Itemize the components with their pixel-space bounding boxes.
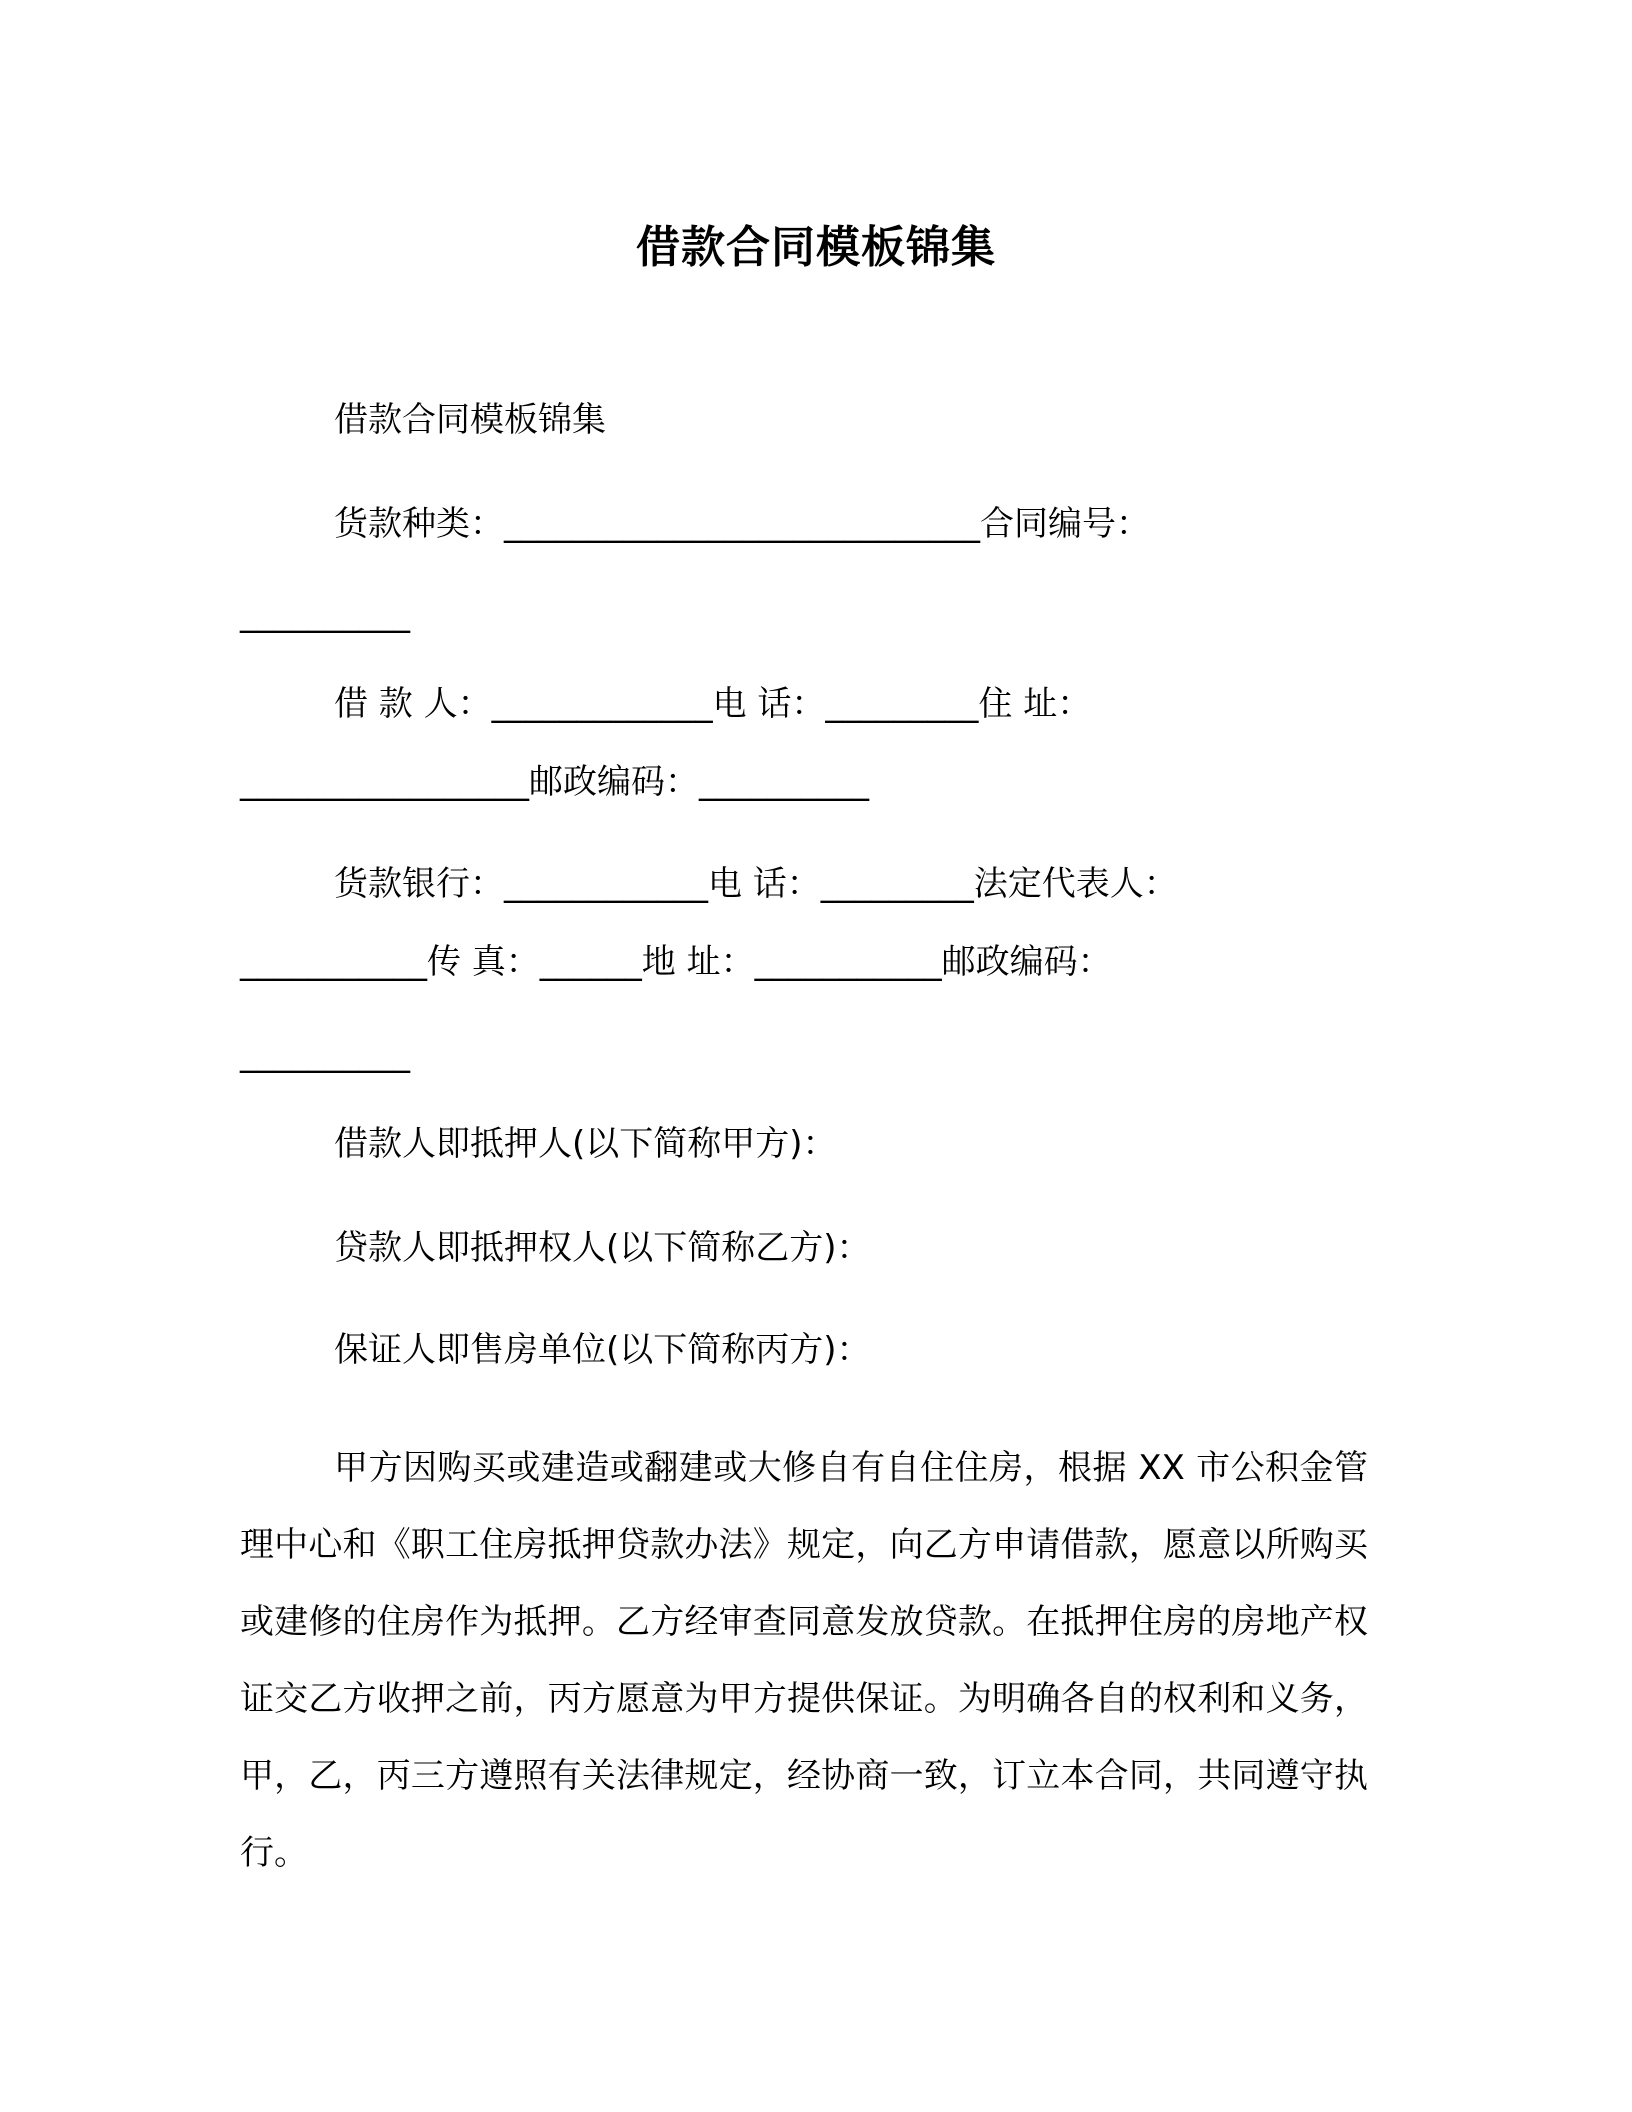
borrower-address-line: _________________邮政编码：__________	[240, 762, 869, 802]
bank-contact-line: ___________传 真：______地 址：___________邮政编码：	[240, 942, 1112, 982]
contract-number-blank: __________	[240, 594, 410, 634]
body-paragraph: 甲方因购买或建造或翻建或大修自有自住住房，根据 XX 市公积金管理中心和《职工住房抵押贷款办法》规定，向乙方申请借款，愿意以所购买或建修的住房作为抵押。乙方经审查同意发放贷款。在抵押住房的房地产权证交乙方收押之前，丙方愿意为甲方提供保证。为明确各自的权利和义务，甲，乙，丙三方遵照有关法律规定，经协商一致，订立本合同，共同遵守执行。	[240, 1448, 1368, 1873]
party-c-line: 保证人即售房单位(以下简称丙方)：	[334, 1330, 871, 1370]
party-a-line: 借款人即抵押人(以下简称甲方)：	[334, 1124, 837, 1164]
bank-postcode-blank: __________	[240, 1034, 410, 1074]
document-subtitle: 借款合同模板锦集	[334, 400, 606, 440]
borrower-line: 借 款 人：_____________电 话：_________住 址：	[334, 684, 1092, 724]
party-b-line: 贷款人即抵押权人(以下简称乙方)：	[334, 1228, 871, 1268]
bank-line: 货款银行：____________电 话：_________法定代表人：	[334, 864, 1178, 904]
loan-type-line: 货款种类：____________________________合同编号：	[334, 504, 1150, 544]
document-title: 借款合同模板锦集	[636, 222, 996, 273]
